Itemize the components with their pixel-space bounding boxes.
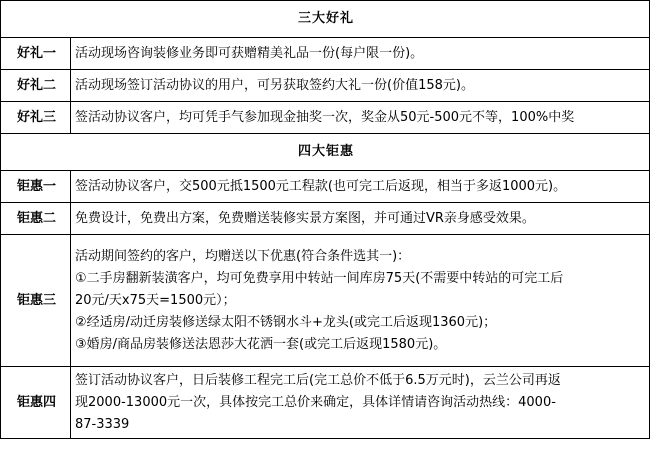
row-text-line: 活动期间签约的客户，均赠送以下优惠(符合条件选其一)： [75,248,411,264]
section-title-gifts: 三大好礼 [1,1,650,38]
row-label: 钜惠一 [1,171,71,203]
row-label: 好礼一 [1,38,71,70]
table-row [1,235,650,367]
row-text-line: ②经适房/动迁房装修送绿太阳不锈钢水斗+龙头(或完工后返现1360元)； [75,314,497,330]
row-text: 活动现场签订活动协议的用户，可另获取签约大礼一份(价值158元)。 [71,70,650,102]
row-text-line: 20元/天x75天=1500元）； [75,292,236,308]
section-title-row [1,1,650,38]
row-text [71,235,650,367]
row-text: 免费设计，免费出方案，免费赠送装修实景方案图，并可通过VR亲身感受效果。 [71,203,650,235]
row-text: 签活动协议客户，交500元抵1500元工程款(也可完工后返现，相当于多返1000元)。 [71,171,650,203]
row-label: 钜惠三 [1,235,71,367]
row-label: 好礼二 [1,70,71,102]
table-row [1,70,650,102]
row-text [71,367,650,439]
table-row [1,171,650,203]
table-row [1,367,650,439]
row-text-line: 87-3339 [75,416,130,432]
row-text: 签活动协议客户，均可凭手气参加现金抽奖一次，奖金从50元-500元不等，100%中奖 [71,102,650,134]
section-title-row [1,134,650,171]
section-title-discounts: 四大钜惠 [1,134,650,171]
table-row [1,38,650,70]
row-label: 钜惠四 [1,367,71,439]
row-text-line: 签订活动协议客户，日后装修工程完工后(完工总价不低于6.5万元时)，云兰公司再返 [75,372,561,388]
row-text-line: ①二手房翻新装潢客户，均可免费享用中转站一间库房75天(不需要中转站的可完工后 [75,270,564,286]
row-text-line: 现2000-13000元一次，具体按完工总价来确定，具体详情请咨询活动热线：4000- [75,394,556,410]
row-label: 好礼三 [1,102,71,134]
table-row [1,102,650,134]
row-text: 活动现场咨询装修业务即可获赠精美礼品一份(每户限一份)。 [71,38,650,70]
table-row [1,203,650,235]
row-label: 钜惠二 [1,203,71,235]
row-text-line: ③婚房/商品房装修送法恩莎大花洒一套(或完工后返现1580元)。 [75,336,447,352]
